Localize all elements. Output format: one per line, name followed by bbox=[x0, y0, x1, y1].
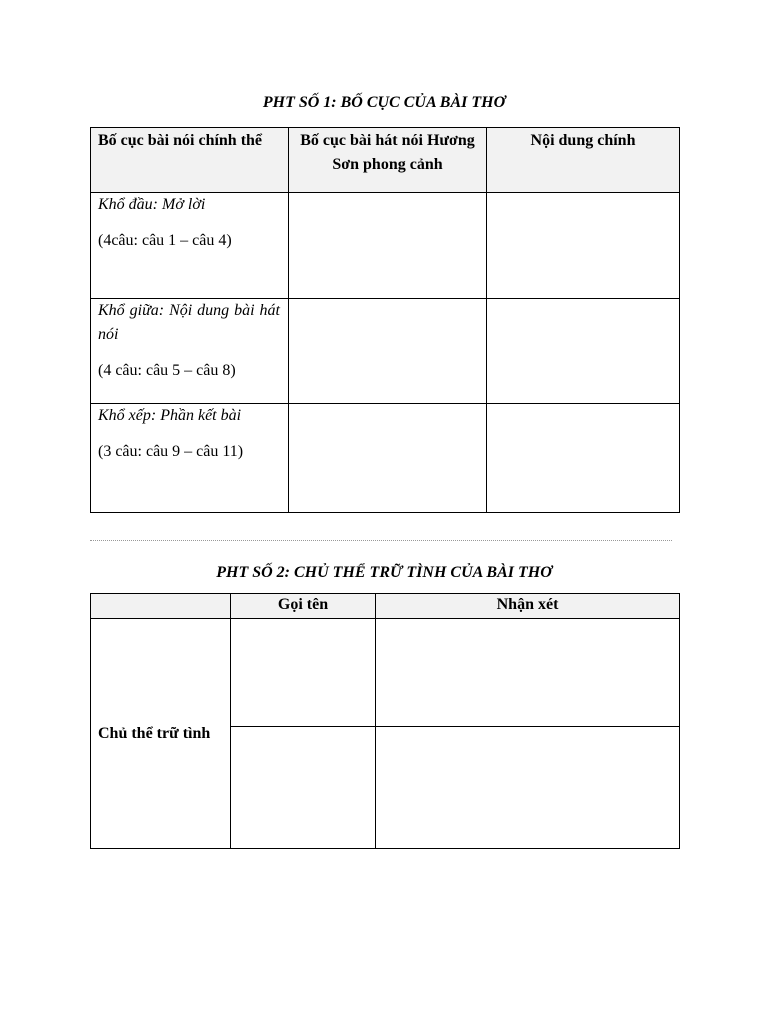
empty-cell[interactable] bbox=[376, 727, 680, 849]
empty-cell[interactable] bbox=[487, 404, 680, 513]
empty-cell[interactable] bbox=[231, 727, 376, 849]
empty-cell[interactable] bbox=[289, 299, 487, 404]
part-range: (4 câu: câu 5 – câu 8) bbox=[98, 362, 236, 379]
table2-title: PHT SỐ 2: CHỦ THỂ TRỮ TÌNH CỦA BÀI THƠ bbox=[216, 564, 552, 581]
row-label-lyrical-subject: Chủ thể trữ tình bbox=[91, 619, 231, 849]
empty-cell[interactable] bbox=[487, 193, 680, 299]
empty-cell[interactable] bbox=[231, 619, 376, 727]
part-name: Khổ đầu: Mở lời bbox=[98, 196, 206, 213]
table1-title: PHT SỐ 1: BỐ CỤC CỦA BÀI THƠ bbox=[262, 94, 506, 111]
table-row bbox=[91, 193, 680, 299]
header-name: Gọi tên bbox=[231, 594, 376, 619]
empty-cell[interactable] bbox=[289, 193, 487, 299]
row-label-cell bbox=[91, 193, 289, 299]
table-row bbox=[91, 619, 680, 727]
empty-cell[interactable] bbox=[376, 619, 680, 727]
row-label-cell bbox=[91, 404, 289, 513]
table-header-row bbox=[91, 128, 680, 193]
lyrical-subject-table bbox=[90, 593, 680, 849]
table-header-row bbox=[91, 594, 680, 619]
empty-cell[interactable] bbox=[289, 404, 487, 513]
empty-cell[interactable] bbox=[487, 299, 680, 404]
header-song-structure: Bố cục bài hát nói Hương Sơn phong cảnh bbox=[289, 128, 487, 193]
part-name: Khổ giữa: Nội dung bài hát nói bbox=[98, 302, 280, 343]
part-name: Khổ xếp: Phần kết bài bbox=[98, 407, 242, 424]
table-row bbox=[91, 404, 680, 513]
header-comment: Nhận xét bbox=[376, 594, 680, 619]
row-label-cell bbox=[91, 299, 289, 404]
structure-table bbox=[90, 127, 680, 513]
table-row bbox=[91, 299, 680, 404]
section-divider bbox=[90, 540, 672, 541]
header-main-content: Nội dung chính bbox=[487, 128, 680, 193]
part-range: (3 câu: câu 9 – câu 11) bbox=[98, 443, 244, 460]
header-poem-structure: Bố cục bài nói chính thể bbox=[91, 128, 289, 193]
part-range: (4câu: câu 1 – câu 4) bbox=[98, 232, 232, 249]
header-empty bbox=[91, 594, 231, 619]
